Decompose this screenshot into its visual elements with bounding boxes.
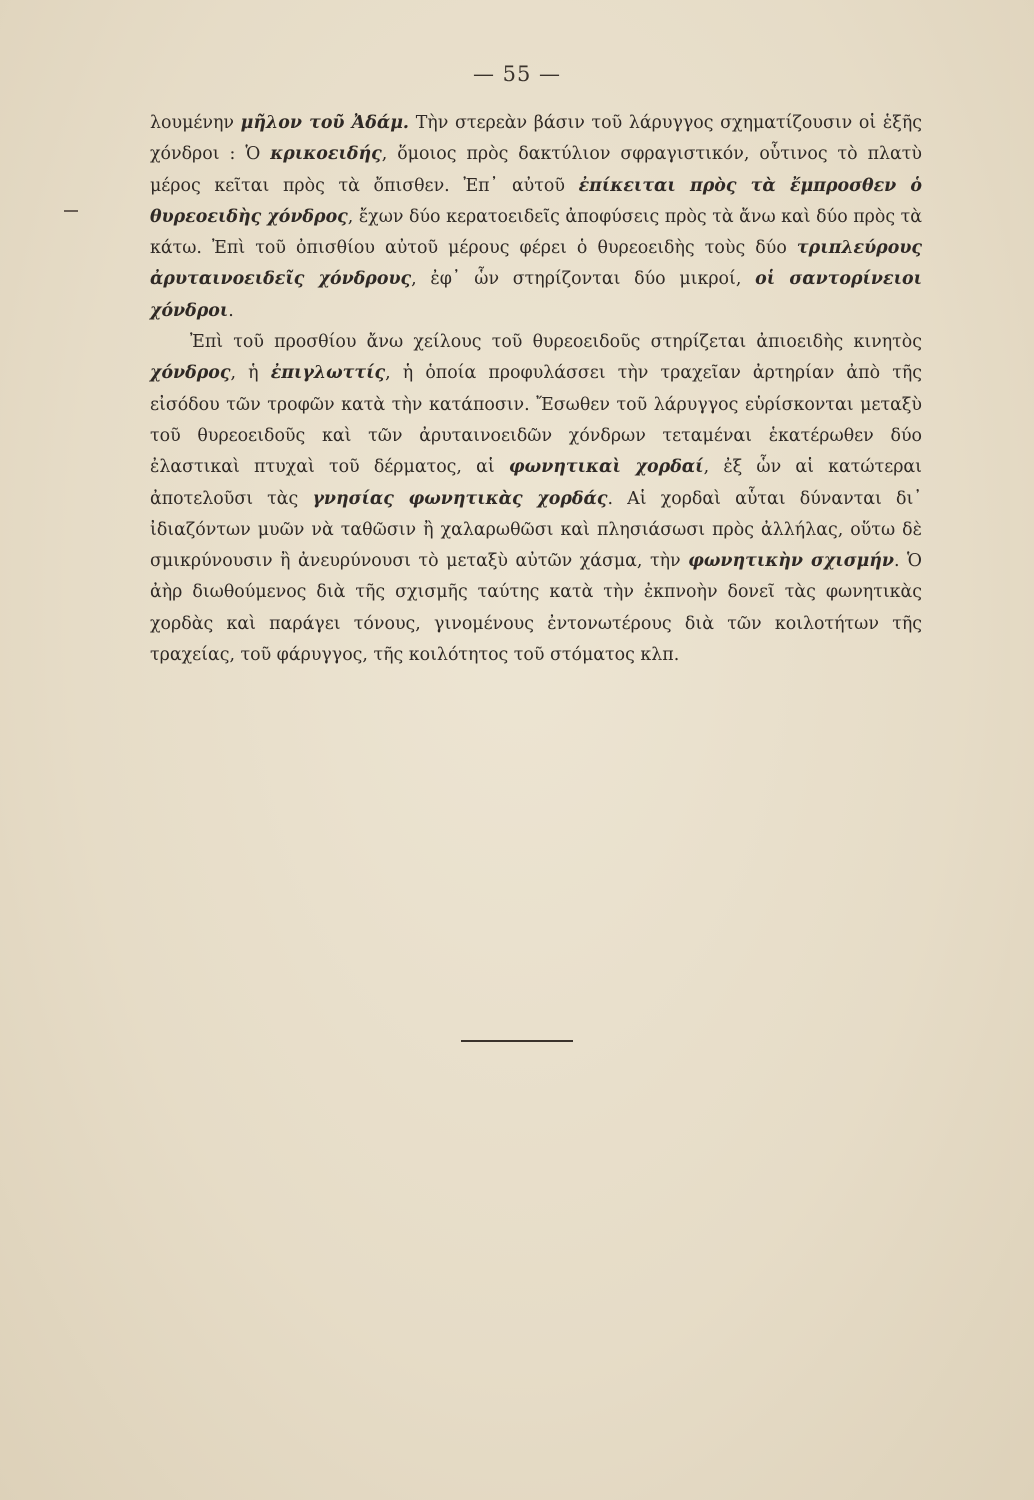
text-run: . Αἱ χορδαὶ αὗται δύνανται δι᾽ ἰδιαζόντων μυῶν νὰ ταθῶσιν ἢ χαλαρωθῶσι καὶ πλησιάσωσι πρὸς ἀλλήλας, οὕτω δὲ σμικρύνουσιν ἢ ἀνευρύνουσι τὸ μεταξὺ αὐτῶν χάσμα, τὴν xyxy=(150,488,923,572)
text-run: , ἔχων δύο κερατοειδεῖς ἀποφύσεις πρὸς τὰ ἄνω καὶ δύο πρὸς τὰ κάτω. Ἐπὶ τοῦ ὀπισθίου αὐτοῦ μέρους φέρει ὁ θυρεοειδὴς τοὺς δύο xyxy=(150,206,922,259)
emphasized-term: μῆλον τοῦ Ἀδάμ. xyxy=(240,113,409,133)
paragraph-2 xyxy=(150,327,922,671)
text-run: λουμένην xyxy=(150,113,241,133)
text-run: , ἡ xyxy=(230,363,271,384)
page-number: — 55 — xyxy=(472,62,562,86)
text-run: . Ὁ ἀὴρ διωθούμενος διὰ τῆς σχισμῆς ταύτης κατὰ τὴν ἐκπνοὴν δονεῖ τὰς φωνητικὰς χορδὰς καὶ παράγει τόνους, γινομένους ἐντονωτέρους διὰ τῶν κοιλοτήτων τῆς τραχείας, τοῦ φάρυγγος, τῆς κοιλότητος τοῦ στόματος κλπ. xyxy=(150,551,922,666)
text-run: Τὴν στερεὰν βάσιν τοῦ λάρυγγος σχηματίζουσιν οἱ ἑξῆς χόνδροι : Ὁ xyxy=(150,113,923,165)
body-text xyxy=(150,108,922,671)
emphasized-term: ἐπιγλωττίς xyxy=(270,363,386,384)
emphasized-term: φωνητικαὶ χορδαί xyxy=(508,457,704,478)
emphasized-term: κρικοειδής xyxy=(270,144,382,165)
text-run: , ἐφ᾽ ὧν στηρίζονται δύο μικροί, xyxy=(411,269,756,290)
emphasized-term: γνησίας φωνητικὰς χορδάς xyxy=(312,488,608,509)
emphasized-term: οἱ σαντορίνειοι χόνδροι xyxy=(150,269,922,321)
text-run: . xyxy=(228,300,234,321)
text-run: , ὅμοιος πρὸς δακτύλιον σφραγιστικόν, οὗτινος τὸ πλατὺ μέρος κεῖται πρὸς τὰ ὄπισθεν. Ἐπ᾽ αὐτοῦ xyxy=(150,144,922,196)
emphasized-term: ἐπίκειται πρὸς τὰ ἔμπροσθεν ὁ θυρεοειδὴς χόνδρος xyxy=(150,175,922,227)
emphasized-term: χόνδρος xyxy=(150,363,231,384)
emphasized-term: φωνητικὴν σχισμήν xyxy=(688,551,894,572)
text-run: Ἐπὶ τοῦ προσθίου ἄνω χείλους τοῦ θυρεοειδοῦς στηρίζεται ἀπιοειδὴς κινητὸς xyxy=(190,332,922,353)
text-run: , ἡ ὁποία προφυλάσσει τὴν τραχεῖαν ἀρτηρίαν ἀπὸ τῆς εἰσόδου τῶν τροφῶν κατὰ τὴν κατάποσιν. Ἔσωθεν τοῦ λάρυγγος εὑρίσκονται μεταξὺ τοῦ θυρεοειδοῦς καὶ τῶν ἀρυταινοειδῶν χόνδρων τεταμέναι ἑκατέρωθεν δύο ἐλαστικαὶ πτυχαὶ τοῦ δέρματος, αἱ xyxy=(150,363,922,478)
paragraph-1 xyxy=(150,108,922,327)
section-divider xyxy=(461,1040,573,1042)
text-run: , ἐξ ὧν αἱ κατώτεραι ἀποτελοῦσι τὰς xyxy=(150,457,922,509)
margin-mark xyxy=(64,210,78,212)
emphasized-term: τριπλεύρους ἀρυταινοειδεῖς χόνδρους xyxy=(150,238,922,290)
